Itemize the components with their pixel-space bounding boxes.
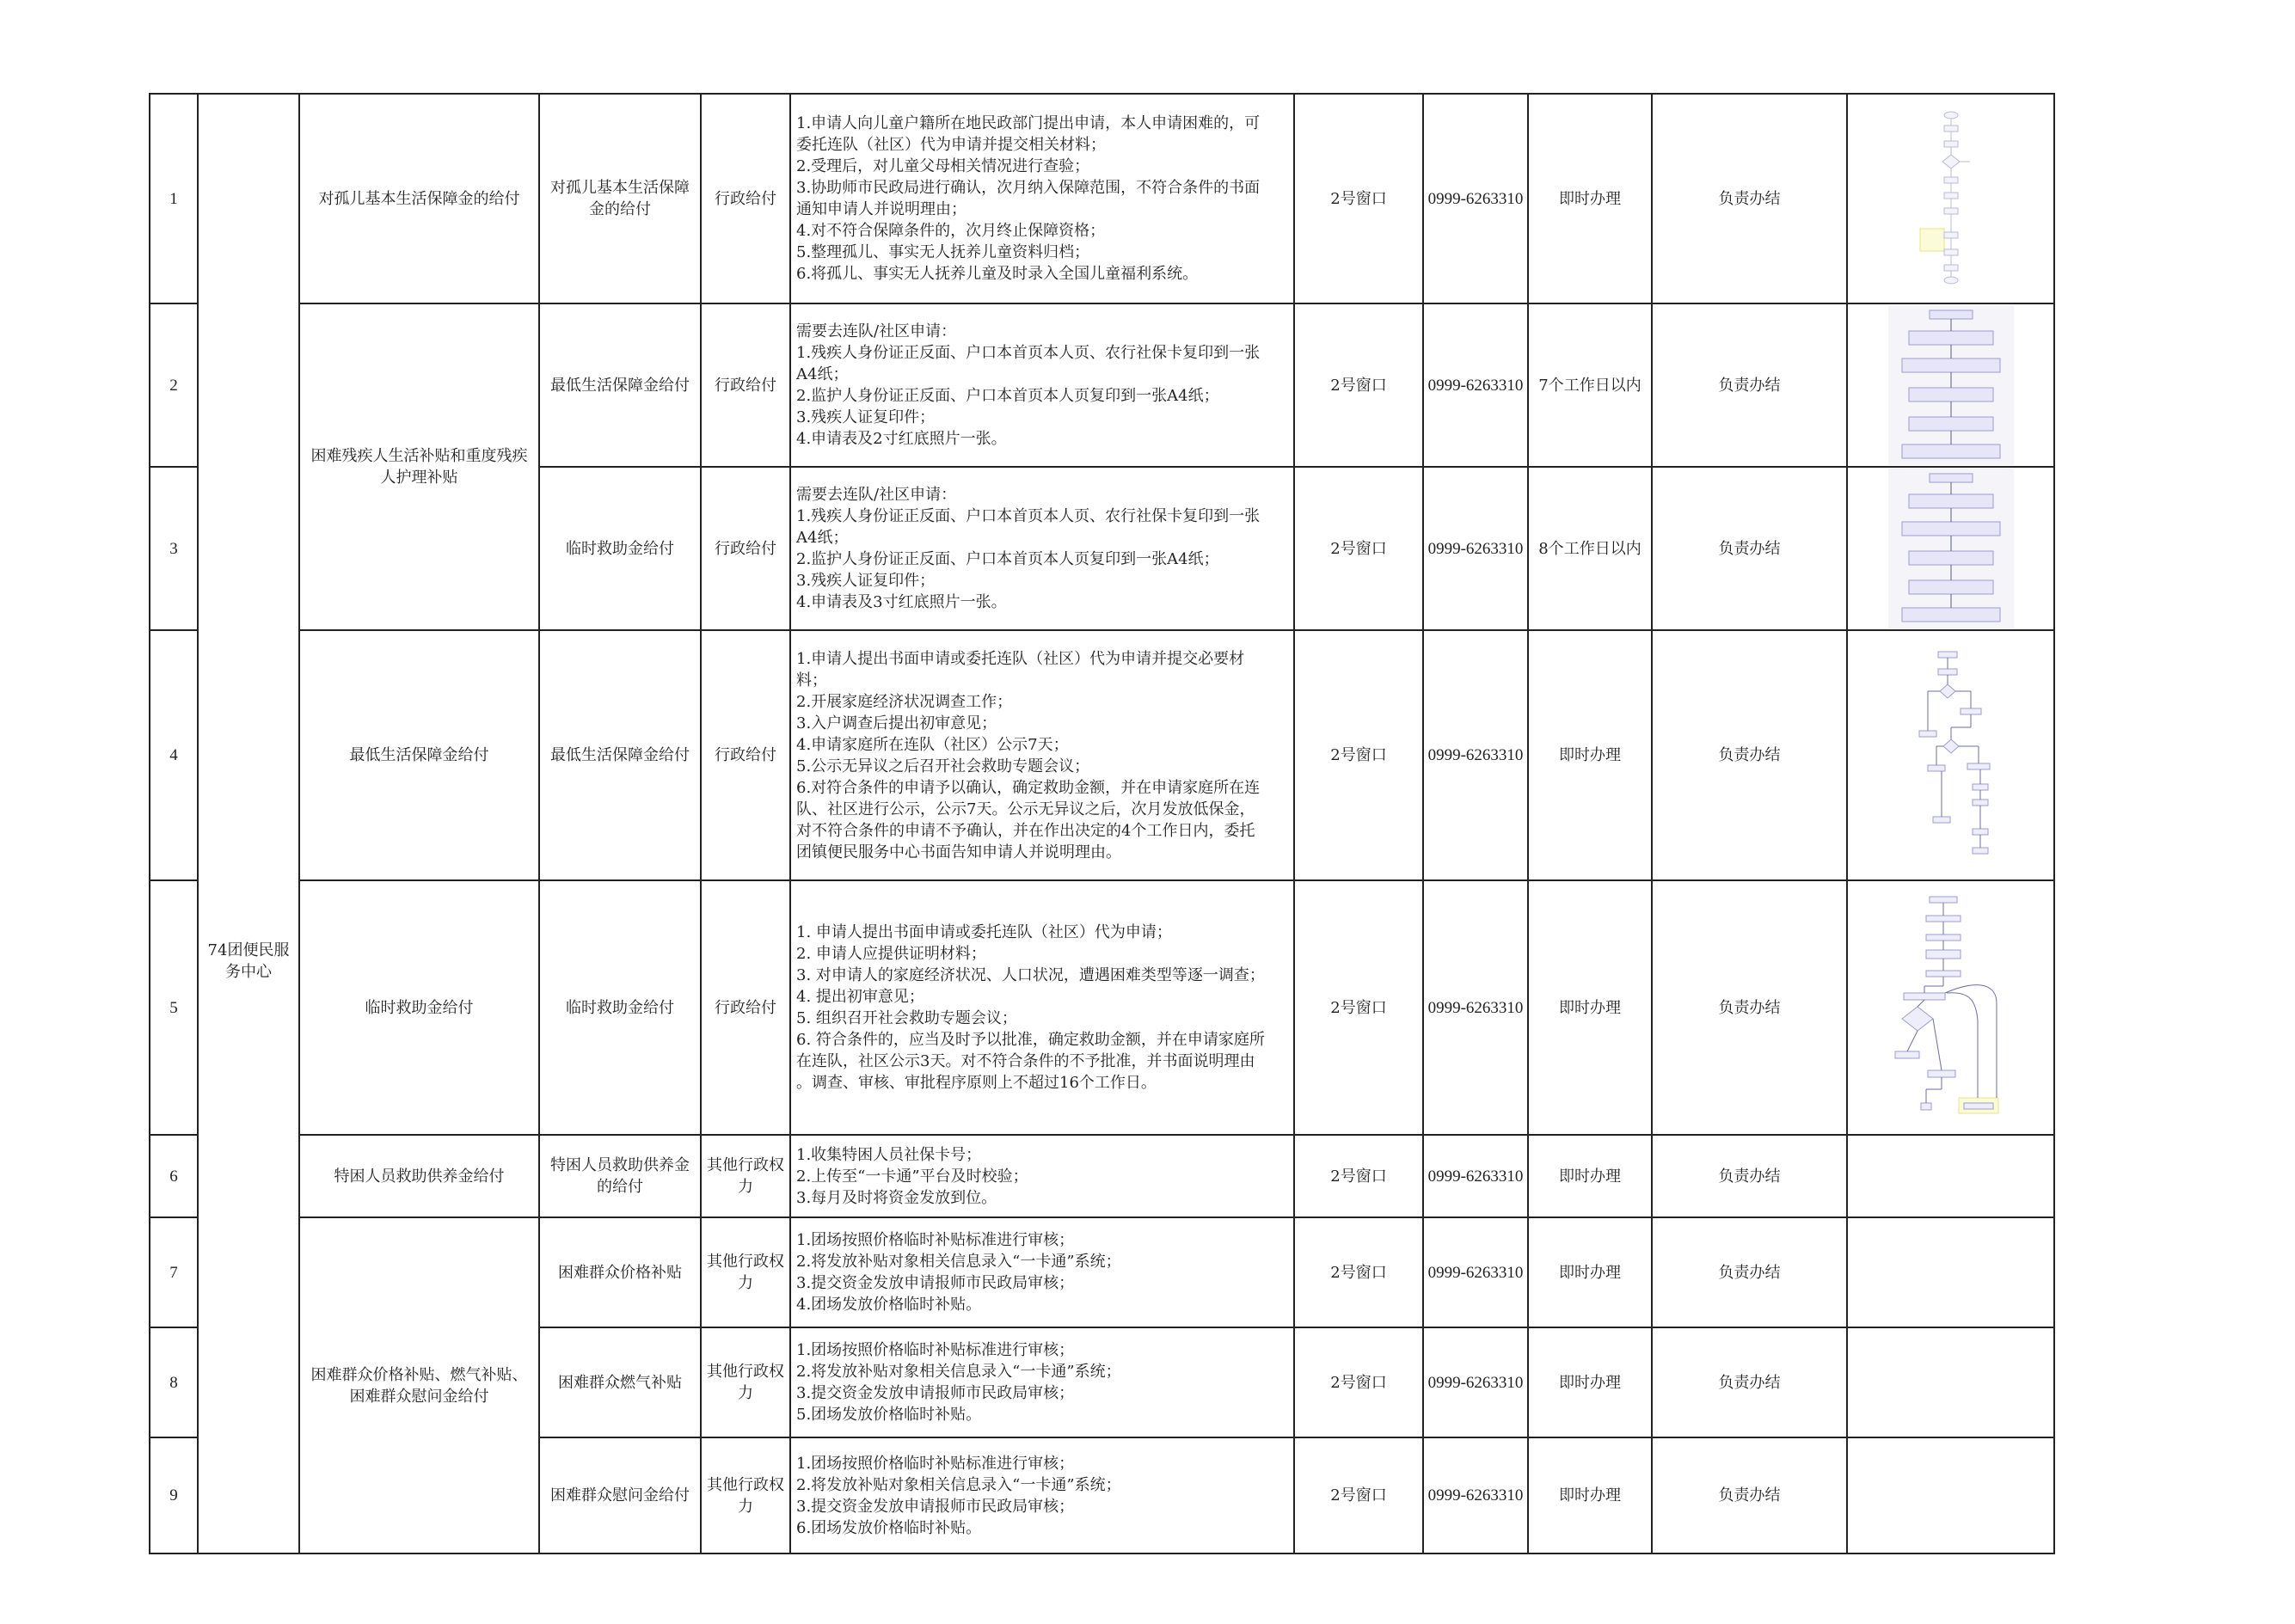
step-line: 4.申请家庭所在连队（社区）公示7天； (796, 735, 1069, 754)
row-number: 8 (150, 1327, 198, 1437)
processing-time: 即时办理 (1528, 1437, 1652, 1554)
phone-number: 0999-6263310 (1423, 94, 1528, 303)
service-window: 2号窗口 (1294, 467, 1423, 630)
blank-cell (2054, 467, 2133, 630)
phone-number: 0999-6263310 (1423, 1135, 1528, 1217)
blank-cell (2054, 880, 2133, 1135)
row-number: 7 (150, 1217, 198, 1327)
sub-item-name: 困难群众慰问金给付 (539, 1437, 701, 1554)
item-name: 困难群众价格补贴、燃气补贴、困难群众慰问金给付 (299, 1217, 539, 1554)
processing-time: 即时办理 (1528, 1135, 1652, 1217)
step-line: 6.团场发放价格临时补贴。 (796, 1518, 982, 1537)
table-row (150, 1217, 2133, 1327)
phone-number: 0999-6263310 (1423, 1327, 1528, 1437)
phone-number: 0999-6263310 (1423, 467, 1528, 630)
responsibility: 负责办结 (1652, 1135, 1847, 1217)
table-row (150, 1135, 2133, 1217)
step-line: 1.团场按照价格临时补贴标准进行审核； (796, 1454, 1075, 1473)
phone-number: 0999-6263310 (1423, 1437, 1528, 1554)
step-line: 需要去连队/社区申请： (796, 322, 957, 340)
service-window: 2号窗口 (1294, 1327, 1423, 1437)
flowchart-cell (1847, 630, 2054, 880)
process-steps (790, 630, 1294, 880)
step-line: 4.申请表及3寸红底照片一张。 (796, 593, 1007, 611)
processing-time: 即时办理 (1528, 1327, 1652, 1437)
step-line: 2.将发放补贴对象相关信息录入“一卡通”系统； (796, 1475, 1121, 1494)
step-line: 2.将发放补贴对象相关信息录入“一卡通”系统； (796, 1253, 1121, 1271)
step-line: 5.公示无异议之后召开社会救助专题会议； (796, 757, 1090, 775)
row-number: 4 (150, 630, 198, 880)
flowchart-cell (1847, 467, 2054, 630)
service-window: 2号窗口 (1294, 303, 1423, 467)
step-line: 2.上传至“一卡通”平台及时校验； (796, 1167, 1028, 1186)
processing-time: 即时办理 (1528, 630, 1652, 880)
processing-time: 即时办理 (1528, 880, 1652, 1135)
step-line: A4纸； (796, 365, 849, 383)
row-number: 9 (150, 1437, 198, 1554)
step-line: 1.申请人提出书面申请或委托连队（社区）代为申请并提交必要材 (796, 649, 1245, 668)
step-line: 3.每月及时将资金发放到位。 (796, 1188, 997, 1207)
step-line: 1.残疾人身份证正反面、户口本首页本人页、农行社保卡复印到一张 (796, 344, 1261, 362)
center-name: 74团便民服务中心 (207, 941, 290, 981)
row-number: 3 (150, 467, 198, 630)
phone-number: 0999-6263310 (1423, 880, 1528, 1135)
step-line: 1.残疾人身份证正反面、户口本首页本人页、农行社保卡复印到一张 (796, 507, 1261, 525)
process-steps (790, 467, 1294, 630)
blank-cell (2054, 1135, 2133, 1217)
table-row (150, 880, 2133, 1135)
blank-cell (2054, 303, 2133, 467)
step-line: 2. 申请人应提供证明材料； (796, 945, 986, 963)
item-name: 对孤儿基本生活保障金的给付 (299, 94, 539, 303)
service-window: 2号窗口 (1294, 880, 1423, 1135)
step-line: 通知申请人并说明理由； (796, 200, 966, 218)
process-steps (790, 1217, 1294, 1327)
sub-item-name: 困难群众燃气补贴 (539, 1327, 701, 1437)
step-line: 4. 提出初审意见； (796, 988, 924, 1006)
power-type: 其他行政权力 (701, 1327, 790, 1437)
step-line: 队、社区进行公示，公示7天。公示无异议之后，次月发放低保金， (796, 800, 1255, 818)
blank-cell (2054, 94, 2133, 303)
step-line: 2.开展家庭经济状况调查工作； (796, 692, 1013, 711)
flowchart-thumbnail (1888, 305, 2014, 465)
step-line: 料； (796, 671, 827, 689)
responsibility: 负责办结 (1652, 1437, 1847, 1554)
power-type: 其他行政权力 (701, 1437, 790, 1554)
step-line: 2.受理后，对儿童父母相关情况进行查验； (796, 157, 1090, 175)
service-window: 2号窗口 (1294, 1217, 1423, 1327)
flowchart-cell (1847, 880, 2054, 1135)
power-type: 其他行政权力 (701, 1135, 790, 1217)
flowchart-cell (1847, 1217, 2054, 1327)
center-cell (198, 94, 299, 1554)
processing-time: 8个工作日以内 (1528, 467, 1652, 630)
process-steps (790, 303, 1294, 467)
step-line: 3.残疾人证复印件； (796, 408, 936, 426)
processing-time: 7个工作日以内 (1528, 303, 1652, 467)
flowchart-cell (1847, 1437, 2054, 1554)
item-name: 最低生活保障金给付 (299, 630, 539, 880)
step-line: 4.对不符合保障条件的，次月终止保障资格； (796, 222, 1106, 240)
row-number: 6 (150, 1135, 198, 1217)
blank-cell (2054, 1217, 2133, 1327)
flowchart-cell (1847, 1135, 2054, 1217)
item-name: 困难残疾人生活补贴和重度残疾人护理补贴 (299, 303, 539, 630)
sub-item-name: 临时救助金给付 (539, 467, 701, 630)
step-line: 3.提交资金发放申请报师市民政局审核； (796, 1497, 1075, 1516)
step-line: 1.申请人向儿童户籍所在地民政部门提出申请，本人申请困难的，可 (796, 114, 1261, 132)
sub-item-name: 对孤儿基本生活保障金的给付 (539, 94, 701, 303)
step-line: 2.将发放补贴对象相关信息录入“一卡通”系统； (796, 1363, 1121, 1381)
step-line: 3.残疾人证复印件； (796, 572, 936, 590)
step-line: 对不符合条件的申请不予确认，并在作出决定的4个工作日内，委托 (796, 821, 1255, 840)
flowchart-cell (1847, 1327, 2054, 1437)
step-line: 3.入户调查后提出初审意见； (796, 714, 997, 732)
step-line: 1.团场按照价格临时补贴标准进行审核； (796, 1231, 1075, 1249)
process-steps (790, 1135, 1294, 1217)
step-line: 需要去连队/社区申请： (796, 486, 957, 504)
phone-number: 0999-6263310 (1423, 303, 1528, 467)
sub-item-name: 临时救助金给付 (539, 880, 701, 1135)
sub-item-name: 最低生活保障金给付 (539, 630, 701, 880)
step-line: A4纸； (796, 529, 849, 547)
row-number: 2 (150, 303, 198, 467)
step-line: 3.提交资金发放申请报师市民政局审核； (796, 1274, 1075, 1292)
step-line: 在连队，社区公示3天。对不符合条件的不予批准，并书面说明理由 (796, 1052, 1255, 1070)
process-steps (790, 1437, 1294, 1554)
service-window: 2号窗口 (1294, 94, 1423, 303)
step-line: 1. 申请人提出书面申请或委托连队（社区）代为申请； (796, 923, 1172, 941)
step-line: 3.提交资金发放申请报师市民政局审核； (796, 1384, 1075, 1402)
responsibility: 负责办结 (1652, 1217, 1847, 1327)
step-line: 5. 组织召开社会救助专题会议； (796, 1009, 1017, 1027)
step-line: 1.团场按照价格临时补贴标准进行审核； (796, 1341, 1075, 1359)
step-line: 委托连队（社区）代为申请并提交相关材料； (796, 136, 1106, 154)
step-line: 5.整理孤儿、事实无人抚养儿童资料归档； (796, 243, 1090, 261)
phone-number: 0999-6263310 (1423, 1217, 1528, 1327)
responsibility: 负责办结 (1652, 94, 1847, 303)
step-line: 5.团场发放价格临时补贴。 (796, 1406, 982, 1424)
power-type: 行政给付 (701, 303, 790, 467)
power-type: 行政给付 (701, 94, 790, 303)
service-window: 2号窗口 (1294, 1135, 1423, 1217)
item-name: 特困人员救助供养金给付 (299, 1135, 539, 1217)
sub-item-name: 困难群众价格补贴 (539, 1217, 701, 1327)
processing-time: 即时办理 (1528, 1217, 1652, 1327)
power-type: 行政给付 (701, 630, 790, 880)
item-name: 临时救助金给付 (299, 880, 539, 1135)
flowchart-thumbnail (1887, 892, 2016, 1124)
power-type: 行政给付 (701, 880, 790, 1135)
phone-number: 0999-6263310 (1423, 630, 1528, 880)
step-line: 团镇便民服务中心书面告知申请人并说明理由。 (796, 843, 1121, 861)
step-line: 2.监护人身份证正反面、户口本首页本人页复印到一张A4纸； (796, 387, 1219, 405)
sub-item-name: 特困人员救助供养金的给付 (539, 1135, 701, 1217)
step-line: 2.监护人身份证正反面、户口本首页本人页复印到一张A4纸； (796, 550, 1219, 568)
step-line: 1.收集特困人员社保卡号； (796, 1145, 982, 1164)
power-type: 其他行政权力 (701, 1217, 790, 1327)
service-window: 2号窗口 (1294, 1437, 1423, 1554)
flowchart-cell (1847, 94, 2054, 303)
service-table (149, 93, 2134, 1554)
table-row (150, 303, 2133, 467)
power-type: 行政给付 (701, 467, 790, 630)
step-line: 。调查、审核、审批程序原则上不超过16个工作日。 (796, 1074, 1157, 1092)
flowchart-thumbnail (1917, 108, 1985, 289)
table-row (150, 630, 2133, 880)
responsibility: 负责办结 (1652, 630, 1847, 880)
step-line: 3.协助师市民政局进行确认，次月纳入保障范围，不符合条件的书面 (796, 179, 1261, 197)
table-row (150, 94, 2133, 303)
step-line: 3. 对申请人的家庭经济状况、人口状况，遭遇困难类型等逐一调查； (796, 966, 1265, 984)
flowchart-cell (1847, 303, 2054, 467)
blank-cell (2054, 630, 2133, 880)
step-line: 6. 符合条件的，应当及时予以批准，确定救助金额，并在申请家庭所 (796, 1031, 1265, 1049)
process-steps (790, 94, 1294, 303)
blank-cell (2054, 1327, 2133, 1437)
sub-item-name: 最低生活保障金给付 (539, 303, 701, 467)
step-line: 6.将孤儿、事实无人抚养儿童及时录入全国儿童福利系统。 (796, 265, 1199, 283)
responsibility: 负责办结 (1652, 880, 1847, 1135)
step-line: 4.团场发放价格临时补贴。 (796, 1296, 982, 1314)
flowchart-thumbnail (1888, 469, 2014, 628)
row-number: 1 (150, 94, 198, 303)
process-steps (790, 1327, 1294, 1437)
row-number: 5 (150, 880, 198, 1135)
flowchart-thumbnail (1904, 648, 1998, 863)
responsibility: 负责办结 (1652, 467, 1847, 630)
responsibility: 负责办结 (1652, 303, 1847, 467)
service-window: 2号窗口 (1294, 630, 1423, 880)
processing-time: 即时办理 (1528, 94, 1652, 303)
process-steps (790, 880, 1294, 1135)
blank-cell (2054, 1437, 2133, 1554)
step-line: 4.申请表及2寸红底照片一张。 (796, 430, 1007, 448)
step-line: 6.对符合条件的申请予以确认，确定救助金额，并在申请家庭所在连 (796, 778, 1261, 797)
responsibility: 负责办结 (1652, 1327, 1847, 1437)
